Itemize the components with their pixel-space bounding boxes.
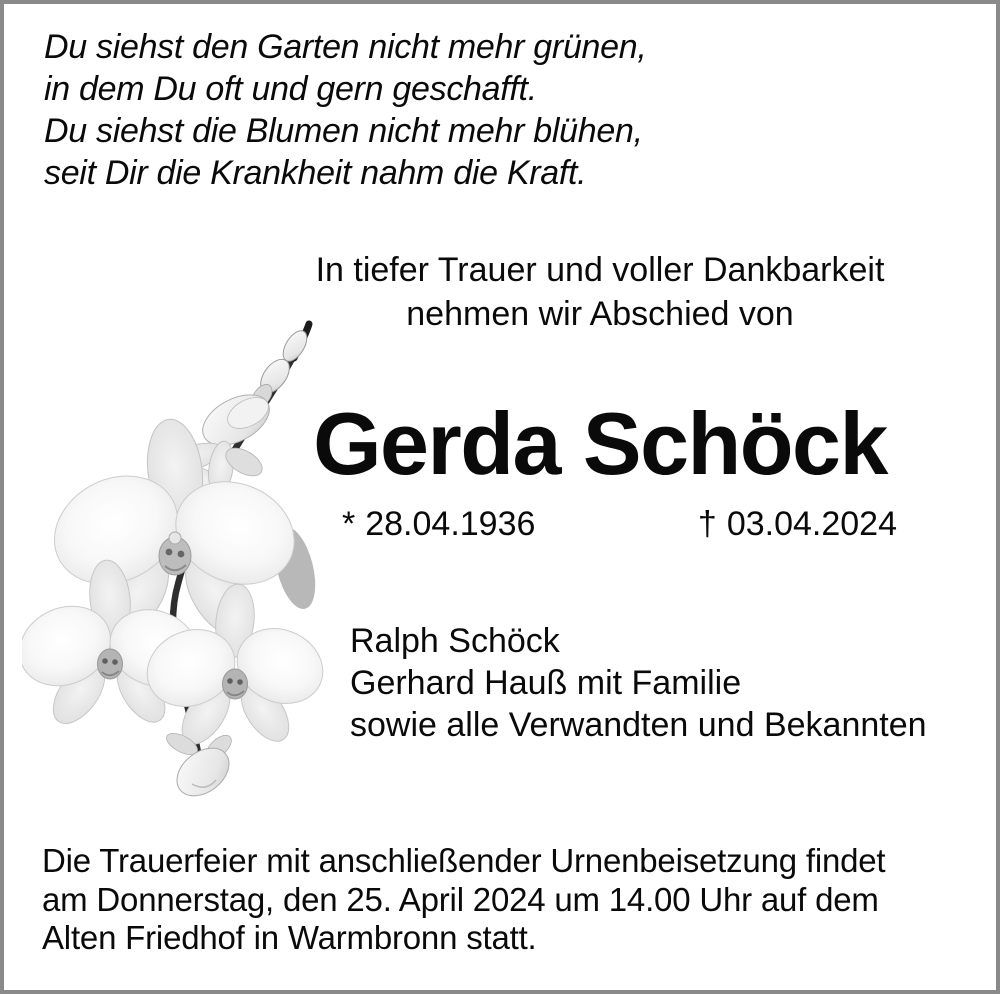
poem-line: seit Dir die Krankheit nahm die Kraft. [44,154,587,192]
mourners-list [350,620,927,746]
mourner-line: Gerhard Hauß mit Familie [350,664,742,702]
death-date [698,504,897,544]
birth-star-symbol: * [342,505,356,543]
intro-text [255,248,945,336]
deceased-name: Gerda Schöck [313,394,887,493]
poem-line: Du siehst die Blumen nicht mehr blühen, [44,112,643,150]
life-dates [310,504,897,544]
poem-line: Du siehst den Garten nicht mehr grünen, [44,28,647,66]
mourner-line: Ralph Schöck [350,622,560,660]
birth-date-value: 28.04.1936 [365,505,536,543]
death-date-value: 03.04.2024 [726,505,897,543]
intro-line: nehmen wir Abschied von [406,295,794,333]
funeral-line: am Donnerstag, den 25. April 2024 um 14.00 Uhr auf dem [42,880,879,918]
birth-date [342,504,535,544]
mourner-line: sowie alle Verwandten und Bekannten [350,706,927,744]
funeral-info [42,842,885,958]
death-cross-symbol: † [697,505,717,543]
funeral-line: Die Trauerfeier mit anschließender Urnenbeisetzung findet [42,842,886,879]
orchid-image [22,316,340,808]
poem-line: in dem Du oft und gern geschafft. [44,70,537,108]
orchid-svg [22,316,340,808]
intro-line: In tiefer Trauer und voller Dankbarkeit [315,251,885,289]
funeral-line: Alten Friedhof in Warmbronn statt. [42,919,537,956]
poem [44,26,647,194]
